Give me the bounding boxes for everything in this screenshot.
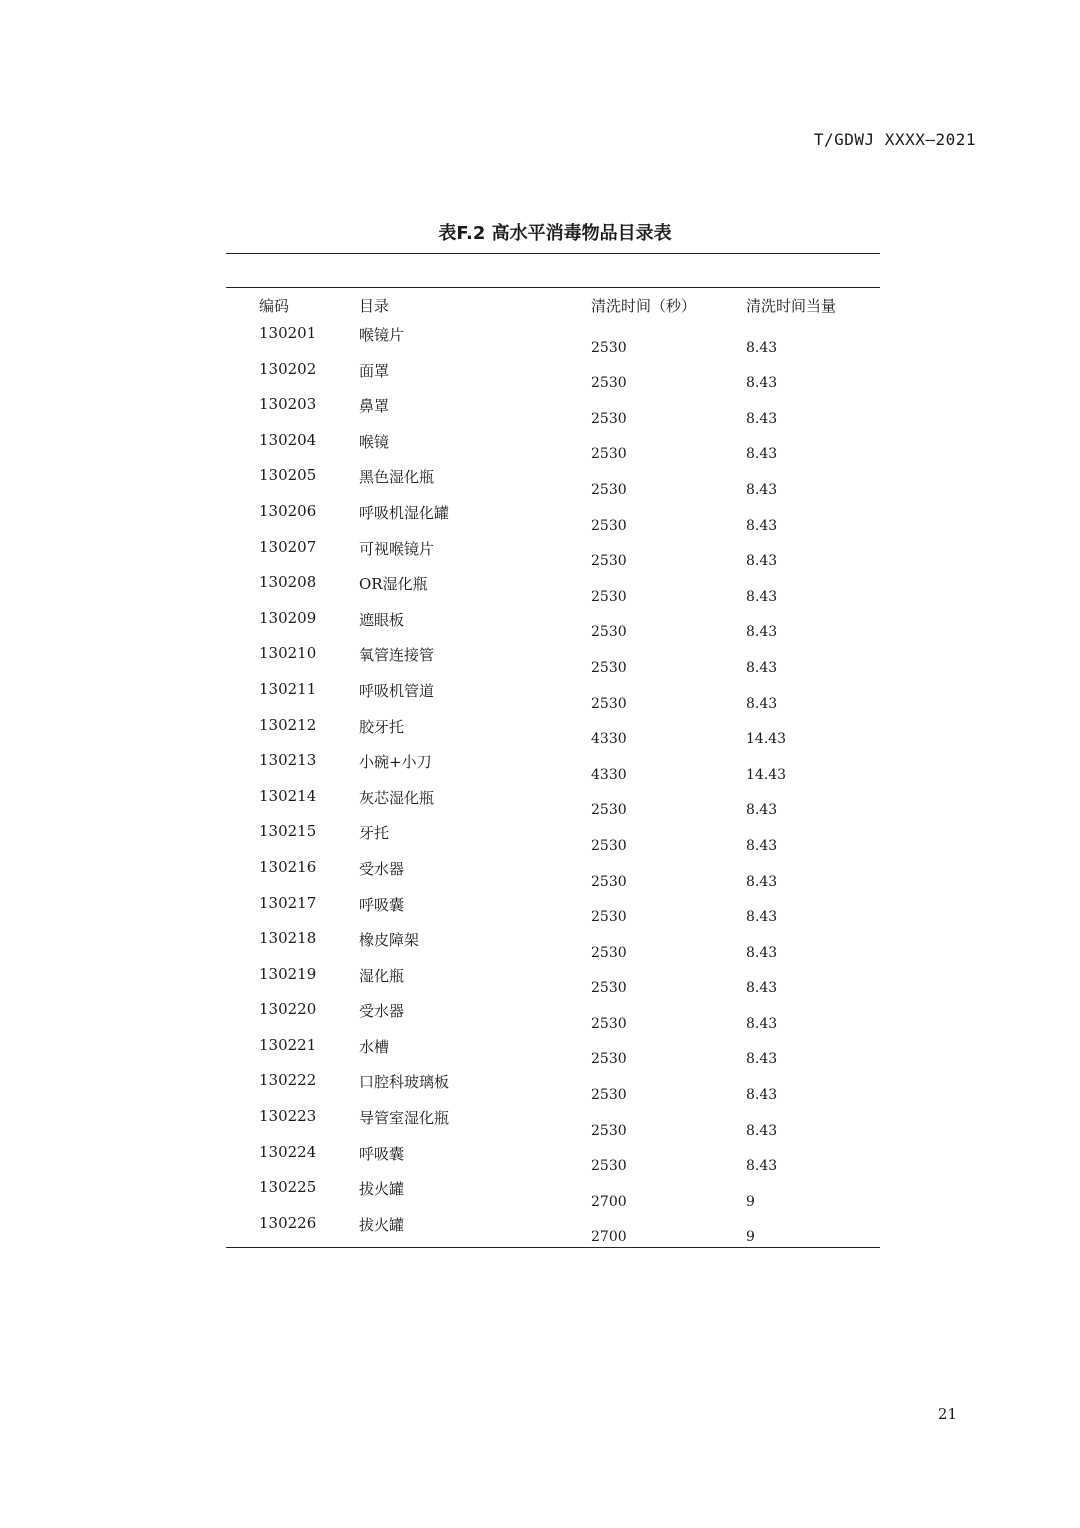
column-header-catalog: 目录 [359, 296, 390, 315]
cell-time-equivalent: 8.43 [746, 624, 778, 641]
cell-catalog: 牙托 [359, 824, 390, 843]
table-row [226, 892, 880, 928]
table-row [226, 927, 880, 963]
cell-code: 130223 [259, 1107, 317, 1126]
table-row [226, 1176, 880, 1212]
cell-time-equivalent: 8.43 [746, 873, 778, 890]
cell-wash-time: 2530 [591, 624, 627, 641]
cell-code: 130217 [259, 893, 317, 912]
table-row [226, 1034, 880, 1070]
cell-code: 130218 [259, 929, 317, 948]
cell-catalog: 喉镜 [359, 432, 390, 451]
table-row [226, 820, 880, 856]
cell-code: 130226 [226, 1212, 326, 1248]
cell-wash-time: 2530 [591, 909, 627, 926]
table-row [226, 678, 880, 714]
table-row [226, 393, 880, 429]
table-row [226, 464, 880, 500]
cell-code: 130211 [259, 679, 317, 698]
cell-catalog: 灰芯湿化瓶 [359, 788, 435, 807]
cell-catalog: 小碗+小刀 [359, 753, 432, 772]
cell-time-equivalent: 8.43 [746, 909, 778, 926]
cell-wash-time: 2530 [591, 873, 627, 890]
cell-catalog: 遮眼板 [359, 610, 405, 629]
cell-time-equivalent: 8.43 [746, 1158, 778, 1175]
cell-time-equivalent: 8.43 [746, 802, 778, 819]
cell-code: 130220 [259, 1000, 317, 1019]
cell-catalog: 拔火罐 [359, 1180, 405, 1199]
cell-wash-time: 2530 [591, 1158, 627, 1175]
table-row [226, 429, 880, 465]
cell-code: 130210 [259, 644, 317, 663]
cell-catalog: 呼吸机湿化罐 [359, 503, 450, 522]
cell-wash-time: 2530 [591, 375, 627, 392]
page-number: 21 [937, 1405, 957, 1423]
cell-time-equivalent: 8.43 [746, 481, 778, 498]
cell-wash-time: 2530 [591, 1087, 627, 1104]
cell-wash-time: 2530 [591, 481, 627, 498]
cell-wash-time: 2530 [591, 837, 627, 854]
cell-catalog: 可视喉镜片 [359, 539, 435, 558]
table-row [226, 998, 880, 1034]
table-body [226, 322, 880, 1248]
column-header-code: 编码 [259, 296, 290, 315]
cell-time-equivalent: 8.43 [746, 980, 778, 997]
cell-time-equivalent: 8.43 [746, 1051, 778, 1068]
cell-time-equivalent: 9 [713, 1212, 880, 1248]
table-row [226, 500, 880, 536]
cell-catalog: 拔火罐 [326, 1212, 558, 1248]
table-row [226, 536, 880, 572]
cell-wash-time: 2530 [591, 659, 627, 676]
table-row [226, 358, 880, 394]
table-row [226, 714, 880, 750]
table-row [226, 1105, 880, 1141]
cell-time-equivalent: 8.43 [746, 553, 778, 570]
cell-catalog: 水槽 [359, 1037, 390, 1056]
table-row [226, 607, 880, 643]
cell-code: 130222 [259, 1071, 317, 1090]
cell-catalog: 口腔科玻璃板 [359, 1073, 450, 1092]
column-header-wash-time: 清洗时间（秒） [591, 296, 697, 315]
table-row [226, 1212, 880, 1248]
cell-catalog: 呼吸机管道 [359, 681, 435, 700]
cell-code: 130221 [259, 1035, 317, 1054]
cell-catalog: 面罩 [359, 361, 390, 380]
table-row [226, 785, 880, 821]
cell-code: 130219 [259, 964, 317, 983]
cell-wash-time: 2530 [591, 1051, 627, 1068]
table-row [226, 1141, 880, 1177]
cell-wash-time: 2530 [591, 446, 627, 463]
table-row [226, 1069, 880, 1105]
document-code: T/GDWJ XXXX—2021 [813, 130, 976, 149]
cell-time-equivalent: 8.43 [746, 446, 778, 463]
cell-code: 130202 [259, 359, 317, 378]
cell-time-equivalent: 8.43 [746, 1087, 778, 1104]
table-row [226, 571, 880, 607]
cell-wash-time: 2530 [591, 695, 627, 712]
cell-time-equivalent: 8.43 [746, 410, 778, 427]
cell-code: 130209 [259, 608, 317, 627]
cell-time-equivalent: 8.43 [746, 659, 778, 676]
cell-wash-time: 2530 [591, 1015, 627, 1032]
cell-code: 130208 [259, 573, 317, 592]
cell-catalog: 呼吸囊 [359, 895, 405, 914]
cell-time-equivalent: 8.43 [746, 375, 778, 392]
table-top-rule [226, 254, 880, 288]
cell-time-equivalent: 14.43 [746, 731, 787, 748]
cell-wash-time: 2700 [558, 1212, 713, 1248]
cell-code: 130216 [259, 857, 317, 876]
cell-catalog: 橡皮障架 [359, 931, 420, 950]
table-row [226, 963, 880, 999]
cell-code: 130215 [259, 822, 317, 841]
cell-wash-time: 2530 [591, 553, 627, 570]
cell-catalog: 导管室湿化瓶 [359, 1109, 450, 1128]
cell-code: 130206 [259, 501, 317, 520]
cell-time-equivalent: 8.43 [746, 517, 778, 534]
cell-code: 130212 [259, 715, 317, 734]
cell-wash-time: 2700 [591, 1193, 627, 1210]
cell-code: 130201 [259, 324, 317, 342]
cell-catalog: 氧管连接管 [359, 646, 435, 665]
cell-code: 130204 [259, 430, 317, 449]
cell-wash-time: 2530 [591, 588, 627, 605]
cell-time-equivalent: 8.43 [746, 1122, 778, 1139]
cell-wash-time: 2530 [591, 802, 627, 819]
column-header-time-equivalent: 清洗时间当量 [746, 296, 837, 315]
cell-time-equivalent: 8.43 [746, 1015, 778, 1032]
cell-wash-time: 4330 [591, 731, 627, 748]
cell-time-equivalent: 14.43 [746, 766, 787, 783]
cell-catalog: 鼻罩 [359, 397, 390, 416]
table-title: 表F.2 高水平消毒物品目录表 [438, 223, 672, 244]
cell-catalog: 受水器 [359, 859, 405, 878]
cell-wash-time: 2530 [591, 339, 627, 356]
cell-catalog: 湿化瓶 [359, 966, 405, 985]
cell-wash-time: 2530 [591, 944, 627, 961]
cell-catalog: 喉镜片 [359, 326, 405, 344]
cell-catalog: 呼吸囊 [359, 1144, 405, 1163]
cell-code: 130203 [259, 395, 317, 414]
cell-catalog: 黑色湿化瓶 [359, 468, 435, 487]
cell-code: 130224 [259, 1142, 317, 1161]
cell-time-equivalent: 9 [746, 1193, 755, 1210]
table-row [226, 856, 880, 892]
table-row [226, 642, 880, 678]
cell-code: 130213 [259, 751, 317, 770]
cell-wash-time: 2530 [591, 410, 627, 427]
cell-catalog: 胶牙托 [359, 717, 405, 736]
cell-wash-time: 2530 [591, 980, 627, 997]
cell-code: 130225 [259, 1178, 317, 1197]
cell-code: 130214 [259, 786, 317, 805]
table-row [226, 749, 880, 785]
catalog-table-container [226, 253, 880, 1248]
cell-wash-time: 2530 [591, 517, 627, 534]
cell-catalog: 受水器 [359, 1002, 405, 1021]
cell-time-equivalent: 8.43 [746, 837, 778, 854]
cell-time-equivalent: 8.43 [746, 944, 778, 961]
table-row [226, 322, 880, 358]
table-header-row [226, 288, 880, 323]
cell-wash-time: 2530 [591, 1122, 627, 1139]
cell-time-equivalent: 8.43 [746, 695, 778, 712]
cell-code: 130207 [259, 537, 317, 556]
catalog-table [226, 253, 880, 1248]
cell-wash-time: 4330 [591, 766, 627, 783]
cell-code: 130205 [259, 466, 317, 485]
cell-time-equivalent: 8.43 [746, 339, 778, 356]
cell-catalog: OR湿化瓶 [359, 575, 428, 594]
cell-time-equivalent: 8.43 [746, 588, 778, 605]
